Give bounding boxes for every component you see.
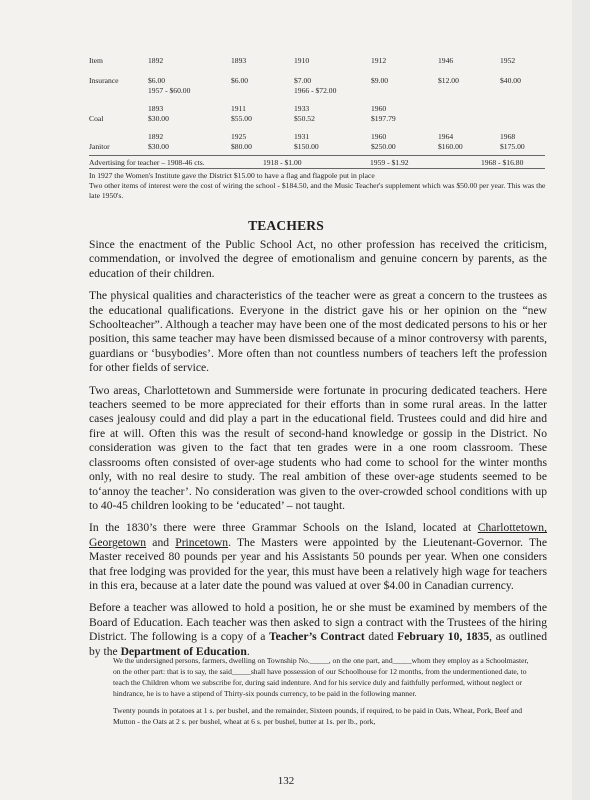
advertising-1918: 1918 - $1.00 [263,158,302,167]
paragraph-5 [89,601,547,659]
table-cell: $160.00 [438,142,463,151]
contract-date: February 10, 1835 [397,630,490,644]
table-cell: $6.00 [231,76,249,85]
table-cell: $50.52 [294,114,315,123]
table-cell: 1893 [148,104,164,113]
table-cell: $80.00 [231,142,252,151]
table-cell: 1933 [294,104,310,113]
insurance-label: Insurance [89,76,119,85]
table-cell: 1960 [371,104,387,113]
department-name: Department of Education [120,644,247,658]
table-cell: $12.00 [438,76,459,85]
cost-notes [89,171,549,201]
table-cell: 1957 - $60.00 [148,86,191,95]
contract-title: Teacher’s Contract [269,630,365,644]
town-princetown: Princetown [175,535,229,549]
text-run: and [146,535,176,549]
note-flagpole: In 1927 the Women's Institute gave the District $15.00 to have a flag and flagpole put in place [89,171,375,180]
janitor-label: Janitor [89,142,110,151]
table-cell: $175.00 [500,142,525,151]
town-georgetown: Georgetown [89,535,147,549]
text-run: dated [364,630,398,644]
table-cell: $30.00 [148,114,169,123]
table-cell: $40.00 [500,76,521,85]
table-cell: 1964 [438,132,454,141]
text-run: . [246,644,250,658]
note-wiring: Two other items of interest were the cost of wiring the school - $184.50, and the Music Teacher's supplement which was $50.00 per year. This was the late 1950's. [89,181,546,200]
text-run: , as outlined by the [89,630,547,658]
table-bottom-rule [89,168,545,169]
contract-paragraph-1: We the undersigned persons, farmers, dwelling on Township No._____, on the one part, and_____whom they employ as a Schoolmaster, on the other part: that is to say, the said_____shall have possession of our Schoolhouse for 12 months, from the undermentioned date, to teach the Children whom we subscribe for, during said indenture. And for his service duly and faithfully performed, without neglect or hindrance, he is to have a stipend of Thirty-six pounds currency, to be paid in the following manner. [113,656,529,698]
table-cell: $6.00 [148,76,166,85]
paragraph-3: Two areas, Charlottetown and Summerside were fortunate in procuring dedicated teachers. Here teachers seemed to be more appreciated for their efforts than in some rural areas. In the latter cases jealousy could and did play a part in the educational field. Trustees could and did hire and fire at will. Often this was the result of second-hand knowledge or gossip in the District. No consideration was given to the fact that ten grades were in a one room classroom. These classrooms often consisted of over-age students who had come to school for the winter months only, with no real desire to study. The real ambition of these over-age students seemed to be to‘annoy the teacher’. No consideration was given to the over-crowded school conditions with up to 40-45 children looking to be ‘educated’ – not taught. [89,383,547,512]
table-cell: 1960 [371,132,387,141]
section-heading: TEACHERS [248,218,324,233]
advertising-1959: 1959 - $1.92 [370,158,409,167]
section-body [89,238,547,667]
table-cell: 1925 [231,132,247,141]
header-1912: 1912 [371,56,387,65]
header-1952: 1952 [500,56,516,65]
table-cell: $55.00 [231,114,252,123]
text-run: . The Masters were appointed by the Lieutenant-Governor. The Master received 80 pounds per year and his Assistants 50 pounds per year. When one considers that free lodging was provided for the year, this must have been a relatively high wage for teachers in this era, because at a later date the pound was valued at over $4.00 in Canadian currency. [89,535,547,592]
table-cell: 1911 [231,104,246,113]
table-cell: $197.79 [371,114,396,123]
table-cell: $250.00 [371,142,396,151]
paragraph-4 [89,521,547,593]
contract-paragraph-2: Twenty pounds in potatoes at 1 s. per bushel, and the remainder, Sixteen pounds, if required, to be paid in Oats, Wheat, Pork, Beef and Mutton - the Oats at 2 s. per bushel, wheat at 6 s. per bushel, butter at 1s. per lb., pork, [113,706,522,726]
coal-label: Coal [89,114,104,123]
header-1893: 1893 [231,56,247,65]
page-number: 132 [277,775,295,787]
advertising-1968: 1968 - $16.80 [481,158,524,167]
paragraph-2: The physical qualities and characteristics of the teacher were as great a concern to the trustees as the educational qualifications. Everyone in the district gave his or her opinion on the “new Schoolteacher”. Although a teacher may have been one of the most dedicated persons to his or her position, this same teacher may have been dismissed because of a minor controversy with parents, guardians or ‘busybodies’. More often than not countless numbers of teachers left the profession for other fields of service. [89,289,547,375]
header-1946: 1946 [438,56,454,65]
table-cell: $150.00 [294,142,319,151]
advertising-label: Advertising for teacher – 1908-46 cts. [89,158,205,167]
text-run: Before a teacher was allowed to hold a position, he or she must be examined by members of the Board of Education. Each teacher was then asked to sign a contract with the Trustees of the hiring District. The following is a copy of a [89,601,547,644]
table-cell: $7.00 [294,76,312,85]
table-cell: $30.00 [148,142,169,151]
text-run: In the 1830’s there were three Grammar Schools on the Island, located at [89,521,478,535]
table-cell: 1892 [148,132,164,141]
header-1910: 1910 [294,56,310,65]
paragraph-1: Since the enactment of the Public School Act, no other profession has received the criticism, commendation, or involved the degree of emotionalism and genuine concern by parents, as the education of their children. [89,238,547,280]
table-cell: 1931 [294,132,310,141]
header-item: Item [89,56,103,65]
contract-text [113,655,533,733]
table-cell: 1966 - $72.00 [294,86,337,95]
town-charlottetown: Charlottetown, [477,521,547,535]
table-divider [89,155,545,156]
header-1892: 1892 [148,56,164,65]
table-cell: $9.00 [371,76,389,85]
table-cell: 1968 [500,132,516,141]
